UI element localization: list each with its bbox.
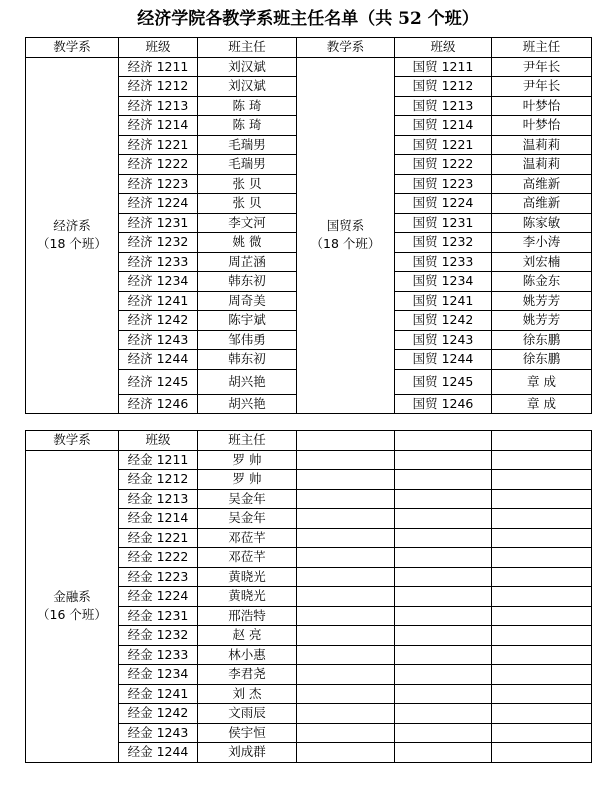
teacher-cell: 陈金东 bbox=[492, 272, 592, 292]
empty-cell bbox=[395, 645, 492, 665]
empty-cell bbox=[395, 528, 492, 548]
teacher-cell: 刘宏楠 bbox=[492, 252, 592, 272]
empty-cell bbox=[297, 489, 395, 509]
class-cell: 国贸 1234 bbox=[395, 272, 492, 292]
column-header: 教学系 bbox=[26, 38, 119, 58]
class-cell: 经济 1243 bbox=[119, 330, 198, 350]
column-header: 班主任 bbox=[492, 38, 592, 58]
department-name: 经济系 bbox=[53, 218, 91, 234]
teacher-cell: 邢浩特 bbox=[198, 606, 297, 626]
empty-cell bbox=[297, 684, 395, 704]
class-cell: 经金 1241 bbox=[119, 684, 198, 704]
class-cell: 国贸 1244 bbox=[395, 350, 492, 370]
column-header bbox=[395, 431, 492, 451]
empty-cell bbox=[492, 665, 592, 685]
department-cell bbox=[26, 57, 119, 414]
empty-cell bbox=[492, 606, 592, 626]
class-cell: 国贸 1223 bbox=[395, 174, 492, 194]
class-cell: 经济 1232 bbox=[119, 233, 198, 253]
column-header: 班级 bbox=[119, 431, 198, 451]
teacher-cell: 胡兴艳 bbox=[198, 394, 297, 414]
empty-cell bbox=[395, 665, 492, 685]
empty-cell bbox=[395, 548, 492, 568]
teacher-cell: 叶梦怡 bbox=[492, 116, 592, 136]
class-cell: 经金 1211 bbox=[119, 450, 198, 470]
empty-cell bbox=[395, 489, 492, 509]
empty-cell bbox=[297, 743, 395, 763]
teacher-cell: 徐东鹏 bbox=[492, 350, 592, 370]
empty-cell bbox=[297, 587, 395, 607]
class-cell: 经济 1245 bbox=[119, 369, 198, 394]
teacher-cell: 黄晓光 bbox=[198, 567, 297, 587]
empty-cell bbox=[297, 509, 395, 529]
empty-cell bbox=[492, 723, 592, 743]
class-cell: 经金 1233 bbox=[119, 645, 198, 665]
empty-cell bbox=[395, 587, 492, 607]
teacher-cell: 姚芳芳 bbox=[492, 291, 592, 311]
empty-cell bbox=[297, 645, 395, 665]
teacher-cell: 陈家敏 bbox=[492, 213, 592, 233]
empty-cell bbox=[297, 626, 395, 646]
teacher-cell: 毛瑞男 bbox=[198, 155, 297, 175]
teacher-cell: 徐东鹏 bbox=[492, 330, 592, 350]
class-cell: 经金 1224 bbox=[119, 587, 198, 607]
class-cell: 经济 1212 bbox=[119, 77, 198, 97]
teacher-cell: 陈 琦 bbox=[198, 96, 297, 116]
class-cell: 经金 1232 bbox=[119, 626, 198, 646]
class-cell: 经济 1241 bbox=[119, 291, 198, 311]
empty-cell bbox=[492, 548, 592, 568]
class-cell: 经金 1231 bbox=[119, 606, 198, 626]
empty-cell bbox=[492, 470, 592, 490]
teacher-cell: 韩东初 bbox=[198, 272, 297, 292]
class-cell: 国贸 1241 bbox=[395, 291, 492, 311]
empty-cell bbox=[297, 470, 395, 490]
class-cell: 国贸 1221 bbox=[395, 135, 492, 155]
empty-cell bbox=[492, 626, 592, 646]
empty-cell bbox=[395, 704, 492, 724]
class-cell: 经金 1214 bbox=[119, 509, 198, 529]
teacher-cell: 侯宇恒 bbox=[198, 723, 297, 743]
teacher-cell: 温莉莉 bbox=[492, 135, 592, 155]
class-cell: 经金 1213 bbox=[119, 489, 198, 509]
class-cell: 经济 1231 bbox=[119, 213, 198, 233]
teacher-cell: 罗 帅 bbox=[198, 470, 297, 490]
department-name: 金融系 bbox=[53, 589, 91, 604]
class-cell: 经济 1214 bbox=[119, 116, 198, 136]
teacher-cell: 邓莅芊 bbox=[198, 528, 297, 548]
teacher-cell: 高维新 bbox=[492, 174, 592, 194]
teacher-cell: 韩东初 bbox=[198, 350, 297, 370]
class-cell: 国贸 1233 bbox=[395, 252, 492, 272]
class-cell: 经济 1233 bbox=[119, 252, 198, 272]
empty-cell bbox=[492, 567, 592, 587]
teacher-cell: 刘汉斌 bbox=[198, 77, 297, 97]
class-cell: 经金 1221 bbox=[119, 528, 198, 548]
teacher-cell: 吴金年 bbox=[198, 489, 297, 509]
empty-cell bbox=[492, 684, 592, 704]
class-cell: 经金 1223 bbox=[119, 567, 198, 587]
teacher-cell: 姚 微 bbox=[198, 233, 297, 253]
class-cell: 经济 1211 bbox=[119, 57, 198, 77]
empty-cell bbox=[395, 743, 492, 763]
column-header: 班主任 bbox=[198, 431, 297, 451]
teacher-cell: 文雨辰 bbox=[198, 704, 297, 724]
teacher-cell: 吴金年 bbox=[198, 509, 297, 529]
class-cell: 经金 1243 bbox=[119, 723, 198, 743]
class-cell: 国贸 1232 bbox=[395, 233, 492, 253]
class-cell: 国贸 1212 bbox=[395, 77, 492, 97]
empty-cell bbox=[492, 645, 592, 665]
teacher-cell: 李文河 bbox=[198, 213, 297, 233]
column-header: 班级 bbox=[395, 38, 492, 58]
teacher-cell: 李君尧 bbox=[198, 665, 297, 685]
department-name: 国贸系 bbox=[326, 218, 365, 234]
teacher-cell: 毛瑞男 bbox=[198, 135, 297, 155]
teacher-cell: 尹年长 bbox=[492, 57, 592, 77]
empty-cell bbox=[297, 528, 395, 548]
empty-cell bbox=[297, 606, 395, 626]
teacher-cell: 叶梦怡 bbox=[492, 96, 592, 116]
empty-cell bbox=[297, 450, 395, 470]
teacher-cell: 邹伟勇 bbox=[198, 330, 297, 350]
teacher-cell: 姚芳芳 bbox=[492, 311, 592, 331]
class-cell: 经济 1244 bbox=[119, 350, 198, 370]
class-cell: 国贸 1214 bbox=[395, 116, 492, 136]
department-cell bbox=[297, 57, 395, 414]
class-cell: 国贸 1211 bbox=[395, 57, 492, 77]
empty-cell bbox=[492, 587, 592, 607]
empty-cell bbox=[492, 489, 592, 509]
class-cell: 经济 1246 bbox=[119, 394, 198, 414]
empty-cell bbox=[395, 723, 492, 743]
teacher-cell: 刘 杰 bbox=[198, 684, 297, 704]
header-row bbox=[26, 431, 592, 451]
empty-cell bbox=[492, 743, 592, 763]
empty-cell bbox=[297, 567, 395, 587]
class-cell: 经济 1224 bbox=[119, 194, 198, 214]
empty-cell bbox=[492, 704, 592, 724]
class-cell: 经金 1244 bbox=[119, 743, 198, 763]
class-cell: 经济 1222 bbox=[119, 155, 198, 175]
class-cell: 国贸 1213 bbox=[395, 96, 492, 116]
table-row bbox=[26, 450, 592, 470]
empty-cell bbox=[395, 684, 492, 704]
teacher-cell: 张 贝 bbox=[198, 174, 297, 194]
class-cell: 经金 1242 bbox=[119, 704, 198, 724]
teacher-cell: 罗 帅 bbox=[198, 450, 297, 470]
class-cell: 经济 1223 bbox=[119, 174, 198, 194]
empty-cell bbox=[492, 528, 592, 548]
empty-cell bbox=[297, 665, 395, 685]
empty-cell bbox=[395, 509, 492, 529]
class-cell: 经济 1221 bbox=[119, 135, 198, 155]
teacher-cell: 黄晓光 bbox=[198, 587, 297, 607]
teacher-cell: 陈 琦 bbox=[198, 116, 297, 136]
empty-cell bbox=[395, 450, 492, 470]
department-cell bbox=[26, 450, 119, 762]
teacher-cell: 张 贝 bbox=[198, 194, 297, 214]
class-cell: 国贸 1242 bbox=[395, 311, 492, 331]
class-cell: 经济 1234 bbox=[119, 272, 198, 292]
econ-trade-table bbox=[25, 37, 592, 414]
table-row bbox=[26, 57, 592, 77]
page-title: 经济学院各教学系班主任名单（共 52 个班） bbox=[137, 9, 479, 29]
teacher-cell: 林小惠 bbox=[198, 645, 297, 665]
teacher-cell: 李小涛 bbox=[492, 233, 592, 253]
teacher-cell: 周芷涵 bbox=[198, 252, 297, 272]
column-header: 班级 bbox=[119, 38, 198, 58]
empty-cell bbox=[395, 567, 492, 587]
empty-cell bbox=[395, 470, 492, 490]
column-header bbox=[492, 431, 592, 451]
empty-cell bbox=[395, 626, 492, 646]
class-cell: 经金 1212 bbox=[119, 470, 198, 490]
column-header bbox=[297, 431, 395, 451]
class-cell: 经金 1234 bbox=[119, 665, 198, 685]
column-header: 教学系 bbox=[26, 431, 119, 451]
class-cell: 国贸 1224 bbox=[395, 194, 492, 214]
column-header: 班主任 bbox=[198, 38, 297, 58]
teacher-cell: 尹年长 bbox=[492, 77, 592, 97]
teacher-cell: 胡兴艳 bbox=[198, 369, 297, 394]
teacher-cell: 温莉莉 bbox=[492, 155, 592, 175]
teacher-cell: 邓莅芊 bbox=[198, 548, 297, 568]
class-cell: 国贸 1243 bbox=[395, 330, 492, 350]
class-cell: 经济 1213 bbox=[119, 96, 198, 116]
empty-cell bbox=[395, 606, 492, 626]
class-cell: 国贸 1245 bbox=[395, 369, 492, 394]
class-count: （18 个班） bbox=[37, 236, 107, 252]
class-count: （18 个班） bbox=[310, 236, 381, 252]
class-cell: 经济 1242 bbox=[119, 311, 198, 331]
teacher-cell: 章 成 bbox=[492, 369, 592, 394]
class-cell: 国贸 1231 bbox=[395, 213, 492, 233]
class-cell: 国贸 1246 bbox=[395, 394, 492, 414]
class-cell: 经金 1222 bbox=[119, 548, 198, 568]
teacher-cell: 章 成 bbox=[492, 394, 592, 414]
empty-cell bbox=[297, 723, 395, 743]
header-row bbox=[26, 38, 592, 58]
column-header: 教学系 bbox=[297, 38, 395, 58]
class-cell: 国贸 1222 bbox=[395, 155, 492, 175]
teacher-cell: 赵 亮 bbox=[198, 626, 297, 646]
empty-cell bbox=[297, 704, 395, 724]
finance-table bbox=[25, 430, 592, 763]
class-count: （16 个班） bbox=[37, 607, 107, 622]
empty-cell bbox=[297, 548, 395, 568]
teacher-cell: 刘汉斌 bbox=[198, 57, 297, 77]
teacher-cell: 刘成群 bbox=[198, 743, 297, 763]
empty-cell bbox=[492, 509, 592, 529]
teacher-cell: 陈宇斌 bbox=[198, 311, 297, 331]
teacher-cell: 周奇美 bbox=[198, 291, 297, 311]
teacher-cell: 高维新 bbox=[492, 194, 592, 214]
empty-cell bbox=[492, 450, 592, 470]
